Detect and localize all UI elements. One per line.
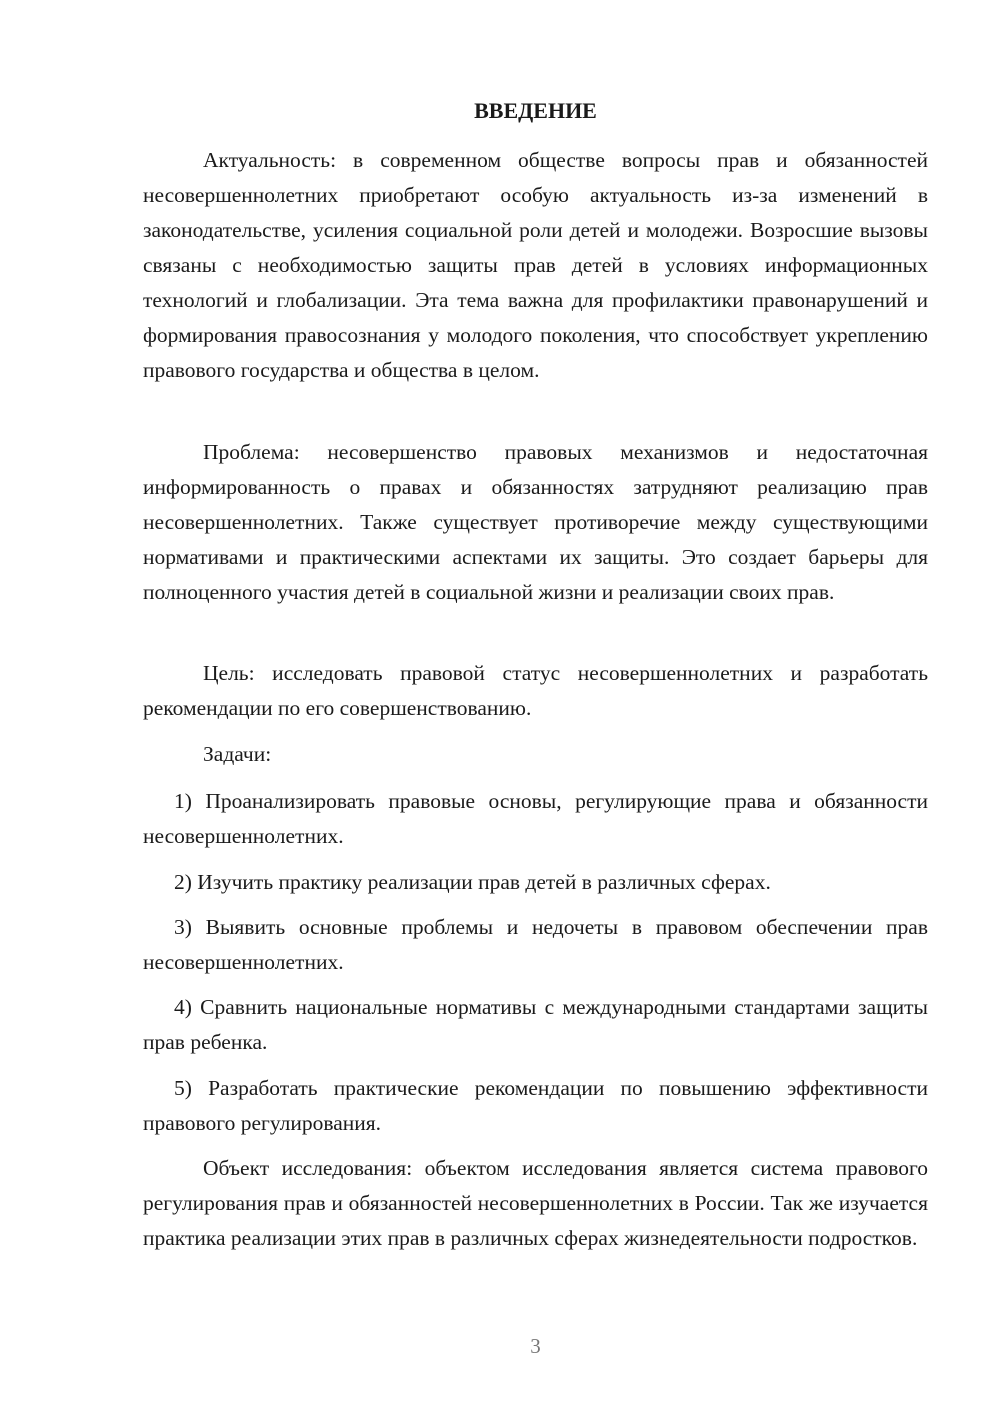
object-paragraph: Объект исследования: объектом исследования является система правового регулирования прав и обязанностей несовершеннолетних в России. Так же изучается практика реализации этих прав в различных сферах жизнедеятельности подростков. xyxy=(143,1156,928,1250)
section-title: ВВЕДЕНИЕ xyxy=(474,98,597,123)
page-number: 3 xyxy=(530,1334,541,1358)
problem-paragraph: Проблема: несовершенство правовых механизмов и недостаточная информированность о правах и обязанностях затрудняют реализацию прав несовершеннолетних. Также существует противоречие между существующими нормативами и практическими аспектами их защиты. Это создает барьеры для полноценного участия детей в социальной жизни и реализации своих прав. xyxy=(143,440,928,604)
task-item: 2) Изучить практику реализации прав детей в различных сферах. xyxy=(174,870,771,894)
task-item: 1) Проанализировать правовые основы, регулирующие права и обязанности несовершеннолетних. xyxy=(143,789,928,848)
task-item: 4) Сравнить национальные нормативы с международными стандартами защиты прав ребенка. xyxy=(143,995,928,1054)
relevance-paragraph: Актуальность: в современном обществе вопросы прав и обязанностей несовершеннолетних приобретают особую актуальность из-за изменений в законодательстве, усиления социальной роли детей и молодежи. Возросшие вызовы связаны с необходимостью защиты прав детей в условиях информационных технологий и глобализации. Эта тема важна для профилактики правонарушений и формирования правосознания у молодого поколения, что способствует укреплению правового государства и общества в целом. xyxy=(143,148,928,382)
tasks-heading: Задачи: xyxy=(203,742,272,766)
task-item: 5) Разработать практические рекомендации по повышению эффективности правового регулирования. xyxy=(143,1076,928,1135)
goal-paragraph: Цель: исследовать правовой статус несовершеннолетних и разработать рекомендации по его совершенствованию. xyxy=(143,661,928,720)
task-item: 3) Выявить основные проблемы и недочеты в правовом обеспечении прав несовершеннолетних. xyxy=(143,915,928,974)
